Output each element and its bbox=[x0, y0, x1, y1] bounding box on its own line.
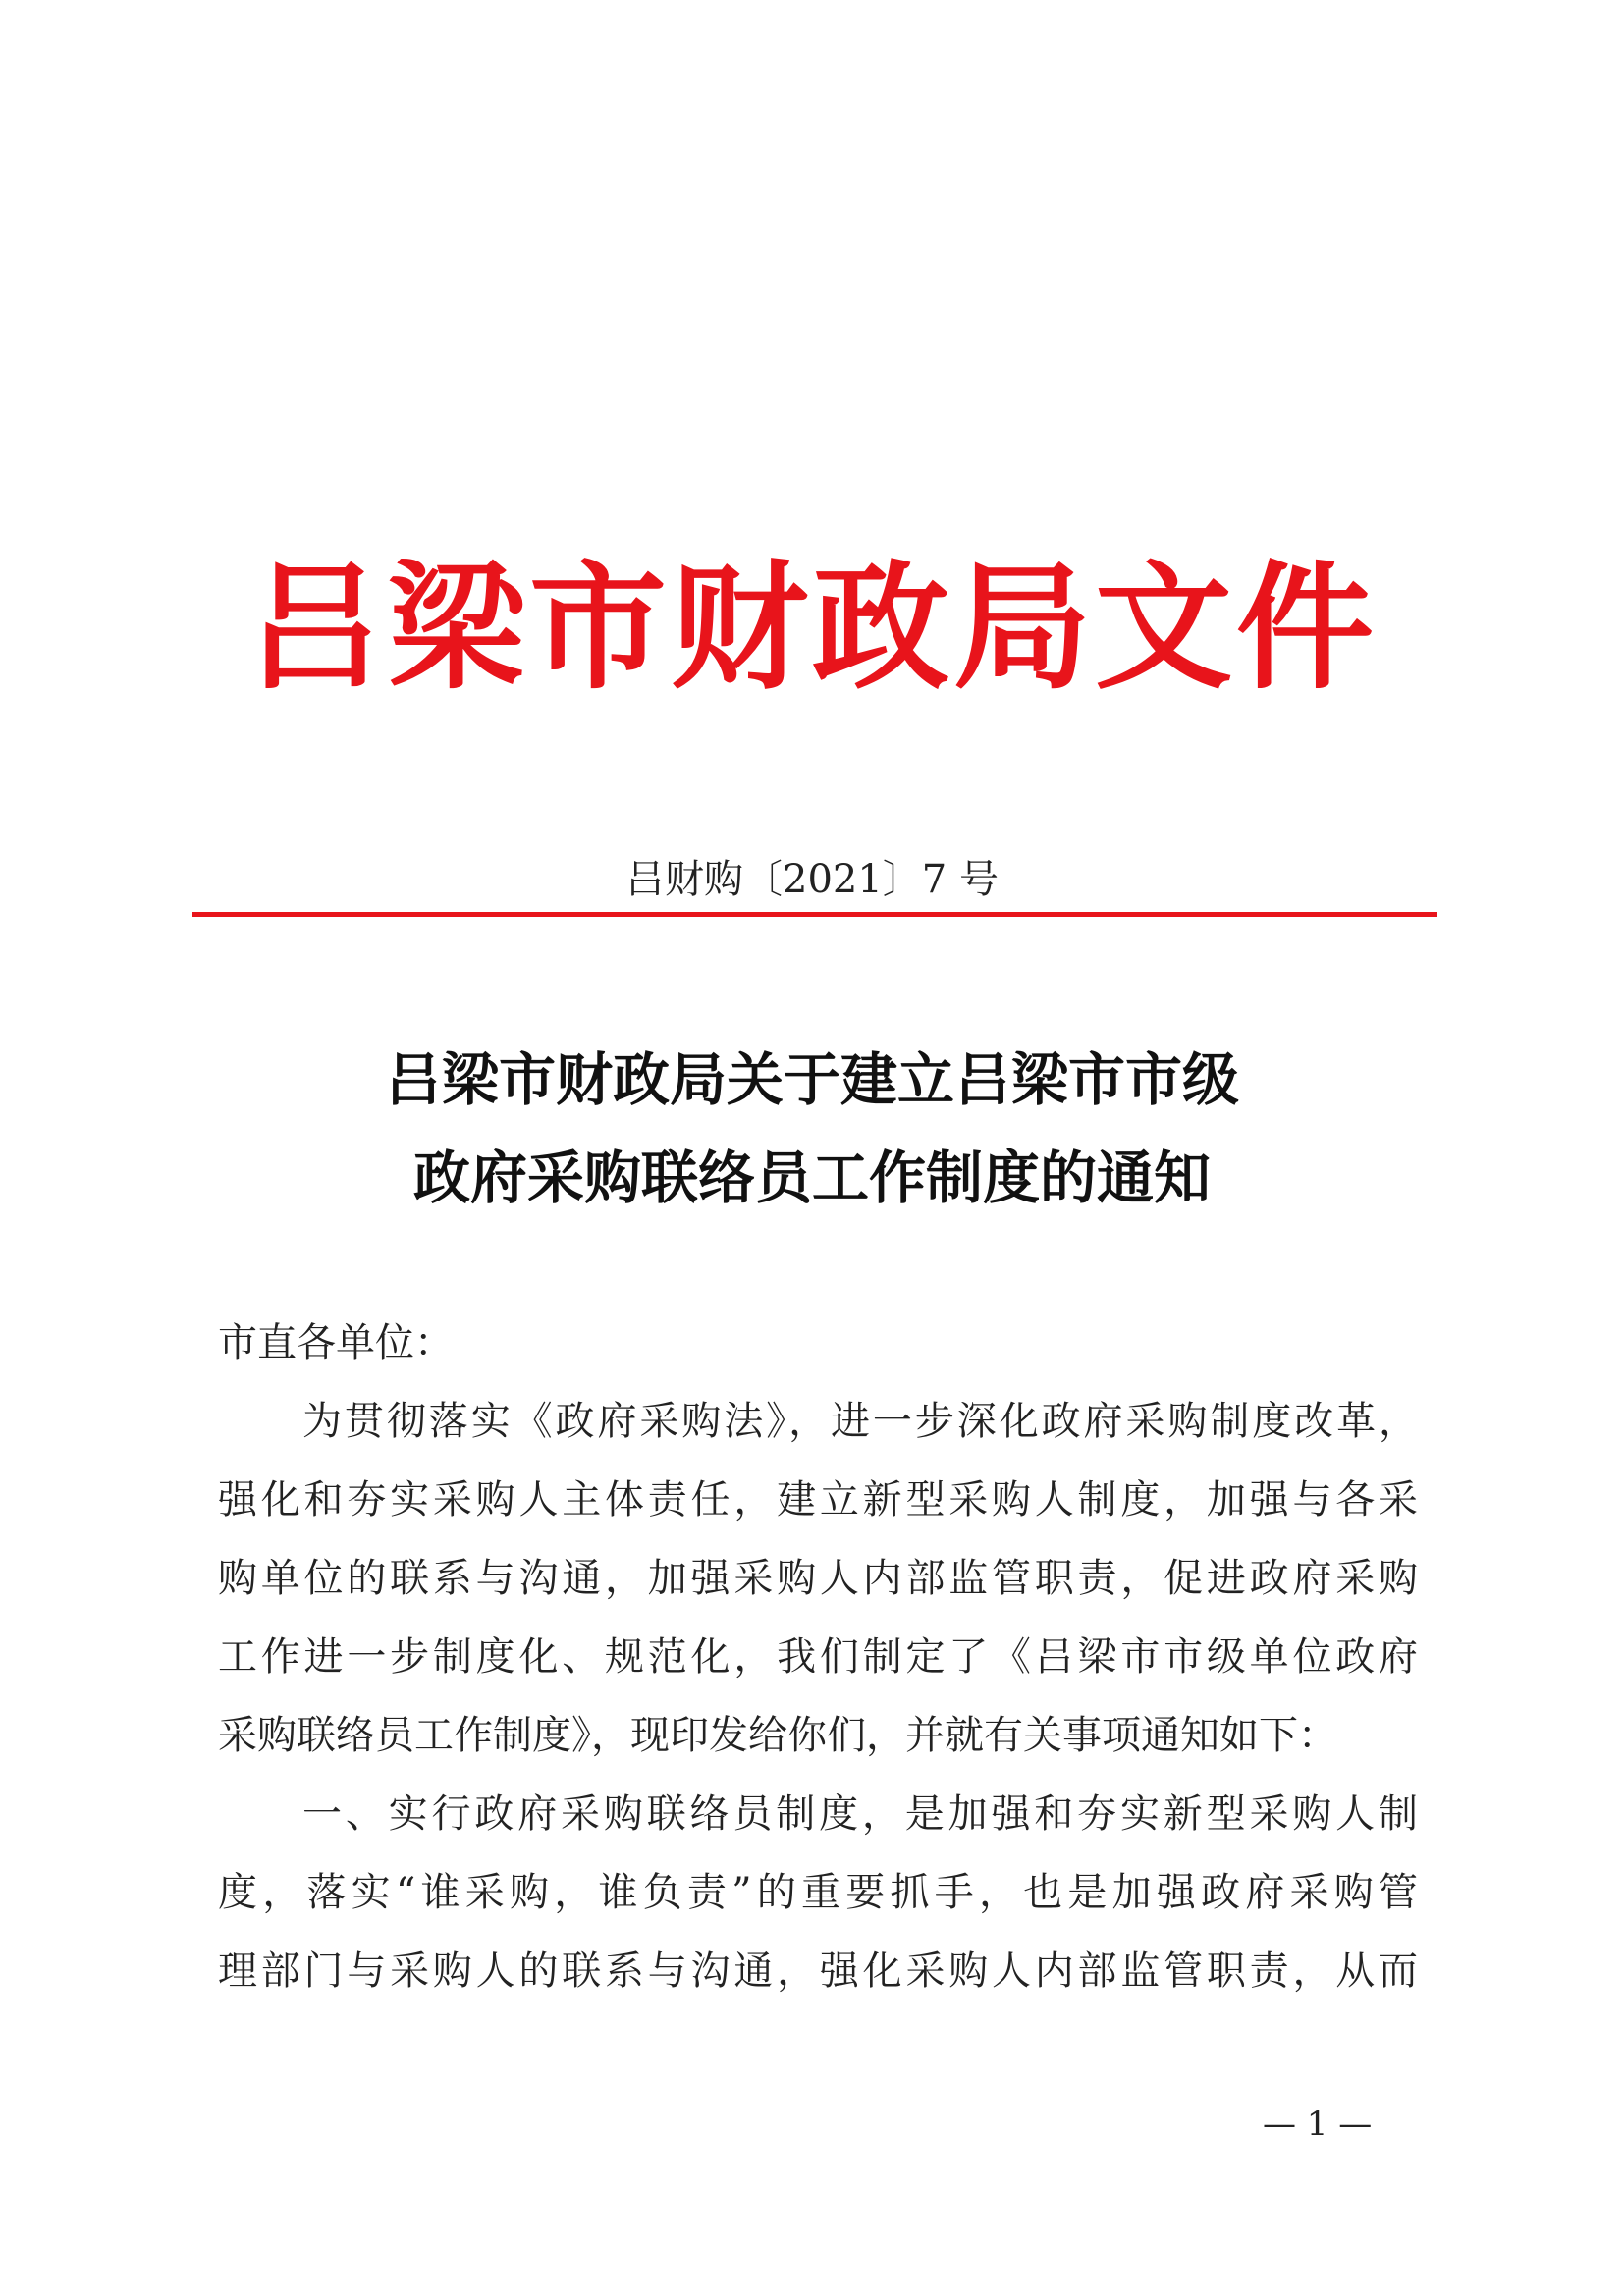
page-number: — 1 — bbox=[1263, 2105, 1373, 2144]
masthead-title: 吕梁市财政局文件 bbox=[245, 548, 1378, 709]
paragraph-line: 度，落实“谁采购，谁负责”的重要抓手，也是加强政府采购管 bbox=[218, 1870, 1418, 1915]
paragraph-line: 工作进一步制度化、规范化，我们制定了《吕梁市市级单位政府 bbox=[218, 1634, 1418, 1680]
notice-title-line-1: 吕梁市财政局关于建立吕梁市市级 bbox=[384, 1046, 1239, 1113]
paragraph-line: 一、实行政府采购联络员制度，是加强和夯实新型采购人制 bbox=[302, 1791, 1418, 1837]
paragraph-line: 理部门与采购人的联系与沟通，强化采购人内部监管职责，从而 bbox=[218, 1949, 1418, 1994]
notice-title-line-2: 政府采购联络员工作制度的通知 bbox=[412, 1145, 1211, 1211]
body-paragraph-2 bbox=[218, 1775, 1418, 2010]
paragraph-line: 采购联络员工作制度》，现印发给你们，并就有关事项通知如下： bbox=[218, 1713, 1337, 1758]
body-paragraph-1 bbox=[218, 1382, 1418, 1775]
red-separator-rule bbox=[192, 912, 1437, 917]
document-number: 吕财购〔2021〕7 号 bbox=[625, 857, 999, 902]
paragraph-line: 强化和夯实采购人主体责任，建立新型采购人制度，加强与各采 bbox=[218, 1477, 1418, 1522]
paragraph-line: 为贯彻落实《政府采购法》，进一步深化政府采购制度改革， bbox=[302, 1399, 1418, 1444]
salutation: 市直各单位： bbox=[218, 1320, 454, 1365]
paragraph-line: 购单位的联系与沟通，加强采购人内部监管职责，促进政府采购 bbox=[218, 1556, 1418, 1601]
